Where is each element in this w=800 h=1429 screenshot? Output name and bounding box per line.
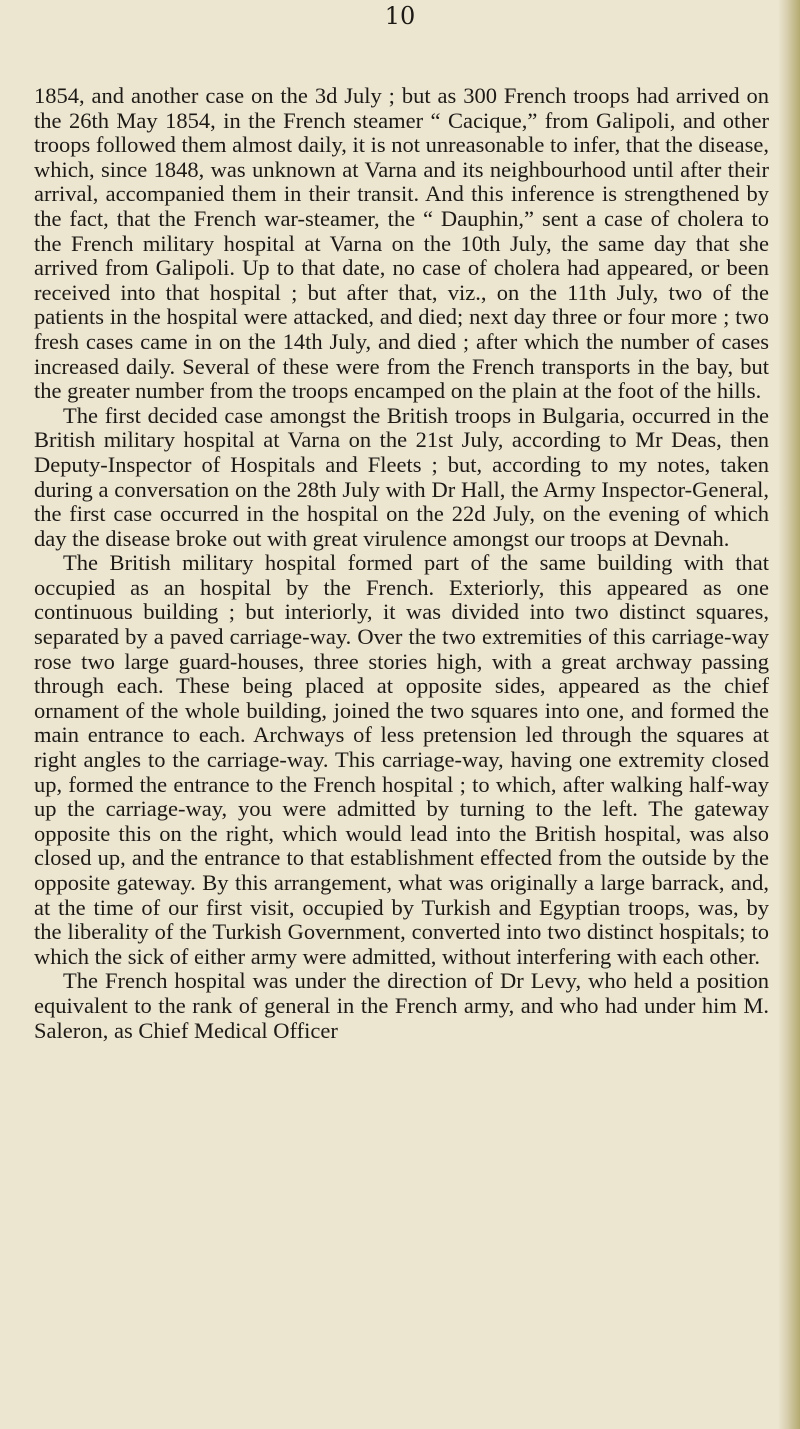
page-edge-shadow: [778, 0, 800, 1429]
paragraph-2: The first decided case amongst the British troops in Bulgaria, occurred in the British military hospital at Varna on the 21st July, according to Mr Deas, then Deputy-Inspector of Hospitals and Fleets ; but, according to my notes, taken during a conversation on the 28th July with Dr Hall, the Army Inspector-General, the first case occurred in the hospital on the 22d July, on the evening of which day the disease broke out with great virulence amongst our troops at Devnah.: [34, 402, 769, 551]
paragraph-4: The French hospital was under the direction of Dr Levy, who held a position equivalent to the rank of general in the French army, and who had under him M. Saleron, as Chief Medical Officer: [34, 968, 769, 1043]
paragraph-1: 1854, and another case on the 3d July ; but as 300 French troops had arrived on the 26th May 1854, in the French steamer “ Cacique,” from Galipoli, and other troops followed them almost daily, it is not unreasonable to infer, that the disease, which, since 1848, was unknown at Varna and its neighbourhood until after their arrival, accompanied them in their transit. And this inference is strengthened by the fact, that the French war-steamer, the “ Dauphin,” sent a case of cholera to the French military hospital at Varna on the 10th July, the same day that she arrived from Galipoli. Up to that date, no case of cholera had appeared, or been received into that hospital ; but after that, viz., on the 11th July, two of the patients in the hospital were attacked, and died; next day three or four more ; two fresh cases came in on the 14th July, and died ; after which the number of cases increased daily. Several of these were from the French transports in the bay, but the greater number from the troops encamped on the plain at the foot of the hills.: [34, 83, 769, 404]
paragraph-3: The British military hospital formed part of the same building with that occupied as an hospital by the French. Exteriorly, this appeared as one continuous building ; but interiorly, it was divided into two distinct squares, separated by a paved carriage-way. Over the two extremities of this carriage-way rose two large guard-houses, three stories high, with a great archway passing through each. These being placed at opposite sides, appeared as the chief ornament of the whole building, joined the two squares into one, and formed the main entrance to each. Archways of less pretension led through the squares at right angles to the carriage-way. This carriage-way, having one extremity closed up, formed the entrance to the French hospital ; to which, after walking half-way up the carriage-way, you were admitted by turning to the left. The gateway opposite this on the right, which would lead into the British hospital, was also closed up, and the entrance to that establishment effected from the outside by the opposite gateway. By this arrangement, what was originally a large barrack, and, at the time of our first visit, occupied by Turkish and Egyptian troops, was, by the liberality of the Turkish Government, converted into two distinct hospitals; to which the sick of either army were admitted, without interfering with each other.: [34, 550, 769, 969]
page-number: 10: [384, 2, 416, 30]
body-text: [34, 84, 769, 1043]
